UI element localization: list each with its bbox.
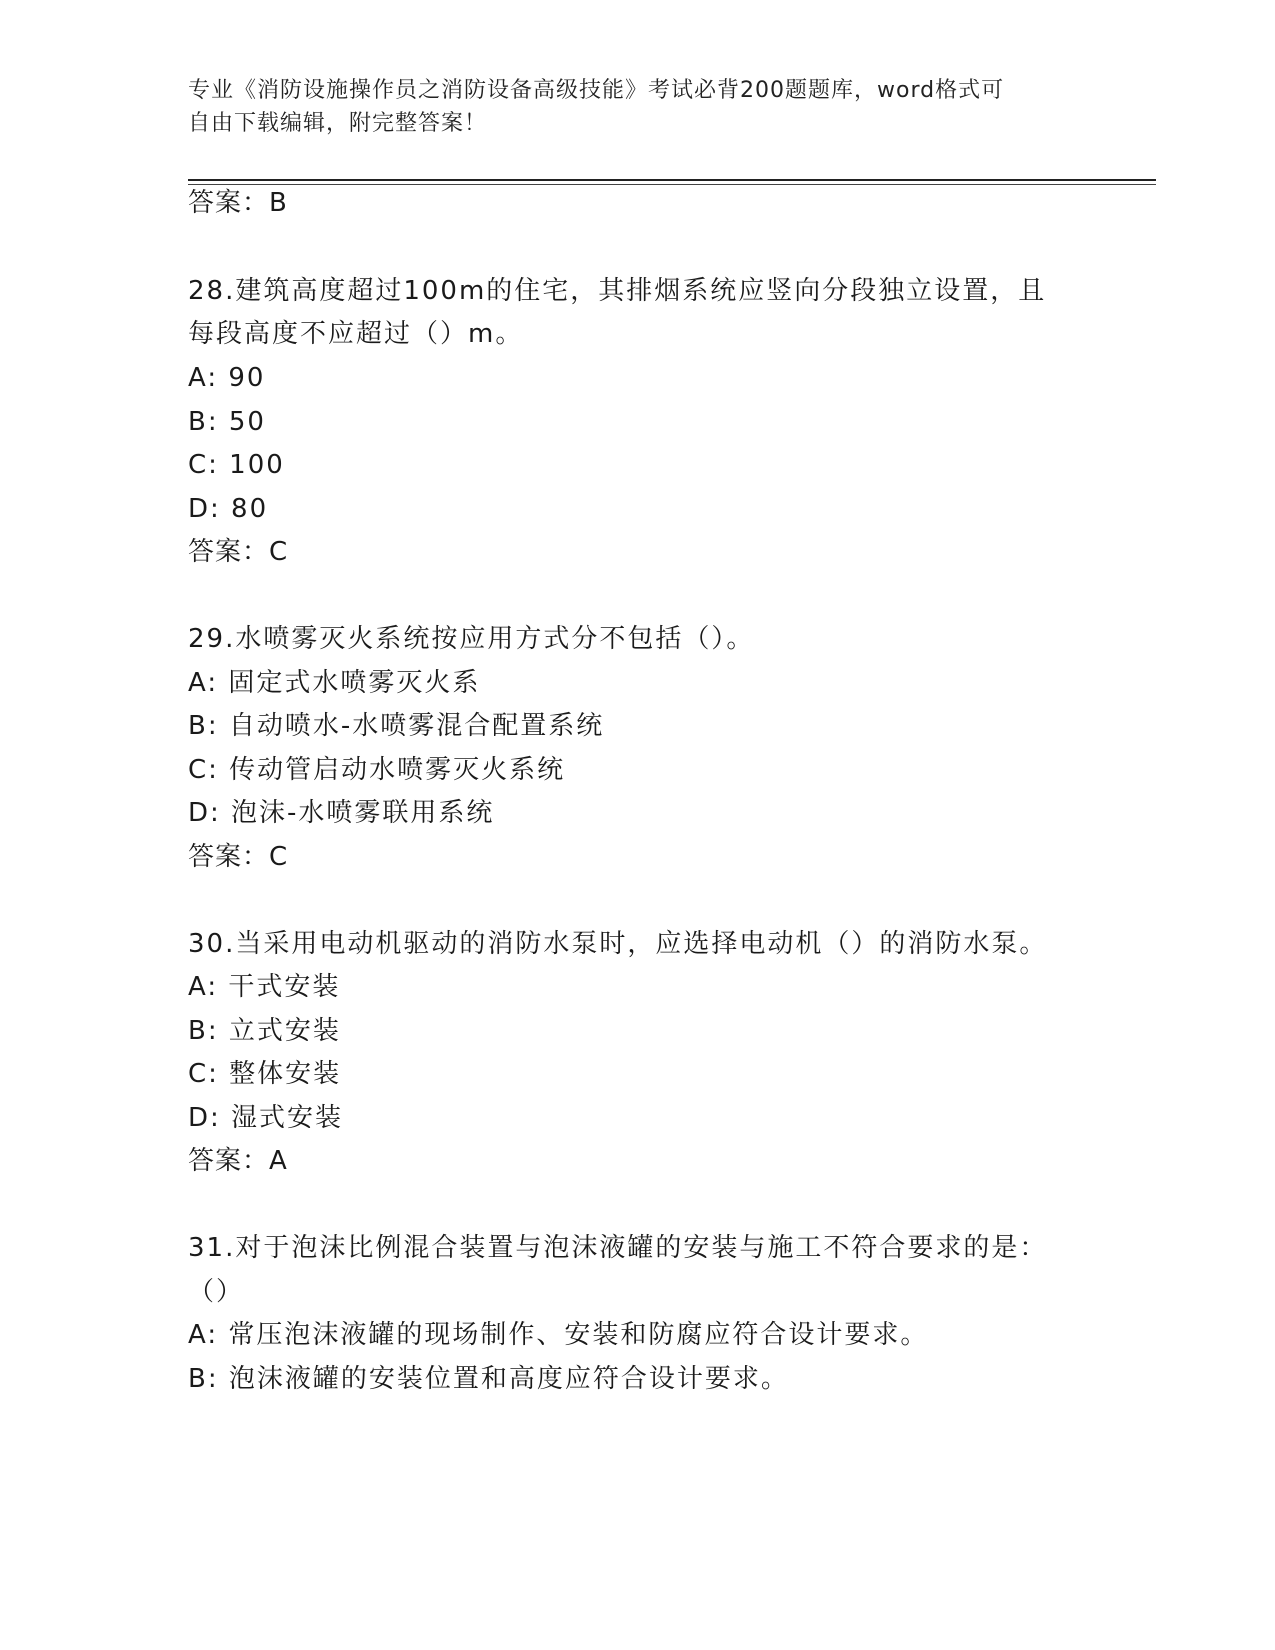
question-28-answer: 答案：C bbox=[188, 537, 289, 567]
question-28-stem-line-2: 每段高度不应超过（）m。 bbox=[188, 319, 524, 349]
question-28-option-a: A: 90 bbox=[188, 363, 266, 393]
question-31-option-a: A: 常压泡沫液罐的现场制作、安装和防腐应符合设计要求。 bbox=[188, 1320, 929, 1350]
question-30-option-a: A: 干式安装 bbox=[188, 972, 341, 1002]
question-29-stem-line-1: 29.水喷雾灭火系统按应用方式分不包括（）。 bbox=[188, 624, 755, 654]
header-line-1: 专业《消防设施操作员之消防设备高级技能》考试必背200题题库，word格式可 bbox=[188, 78, 1005, 103]
question-31-stem-line-1: 31.对于泡沫比例混合装置与泡沫液罐的安装与施工不符合要求的是： bbox=[188, 1233, 1048, 1263]
question-30-option-b: B: 立式安装 bbox=[188, 1016, 341, 1046]
question-31-option-b: B: 泡沫液罐的安装位置和高度应符合设计要求。 bbox=[188, 1364, 789, 1394]
document-header bbox=[188, 74, 1068, 140]
question-30-answer: 答案：A bbox=[188, 1146, 288, 1176]
question-29-option-a: A: 固定式水喷雾灭火系 bbox=[188, 668, 481, 698]
question-30-option-d: D: 湿式安装 bbox=[188, 1103, 344, 1133]
question-29-option-b: B: 自动喷水-水喷雾混合配置系统 bbox=[188, 711, 605, 741]
question-28-option-b: B: 50 bbox=[188, 407, 266, 437]
question-28-stem-line-1: 28.建筑高度超过100m的住宅，其排烟系统应竖向分段独立设置，且 bbox=[188, 276, 1047, 306]
question-29-option-c: C: 传动管启动水喷雾灭火系统 bbox=[188, 755, 566, 785]
header-line-2: 自由下载编辑，附完整答案！ bbox=[188, 111, 488, 136]
question-29-answer: 答案：C bbox=[188, 842, 289, 872]
question-31-stem-line-2: （） bbox=[188, 1277, 245, 1307]
answer-prev: 答案：B bbox=[188, 188, 288, 218]
header-divider-thin bbox=[188, 184, 1156, 185]
question-28-option-d: D: 80 bbox=[188, 494, 269, 524]
question-28-option-c: C: 100 bbox=[188, 450, 285, 480]
question-30-stem-line-1: 30.当采用电动机驱动的消防水泵时，应选择电动机（）的消防水泵。 bbox=[188, 929, 1048, 959]
header-divider-thick bbox=[188, 179, 1156, 181]
question-30-option-c: C: 整体安装 bbox=[188, 1059, 342, 1089]
question-29-option-d: D: 泡沫-水喷雾联用系统 bbox=[188, 798, 495, 828]
